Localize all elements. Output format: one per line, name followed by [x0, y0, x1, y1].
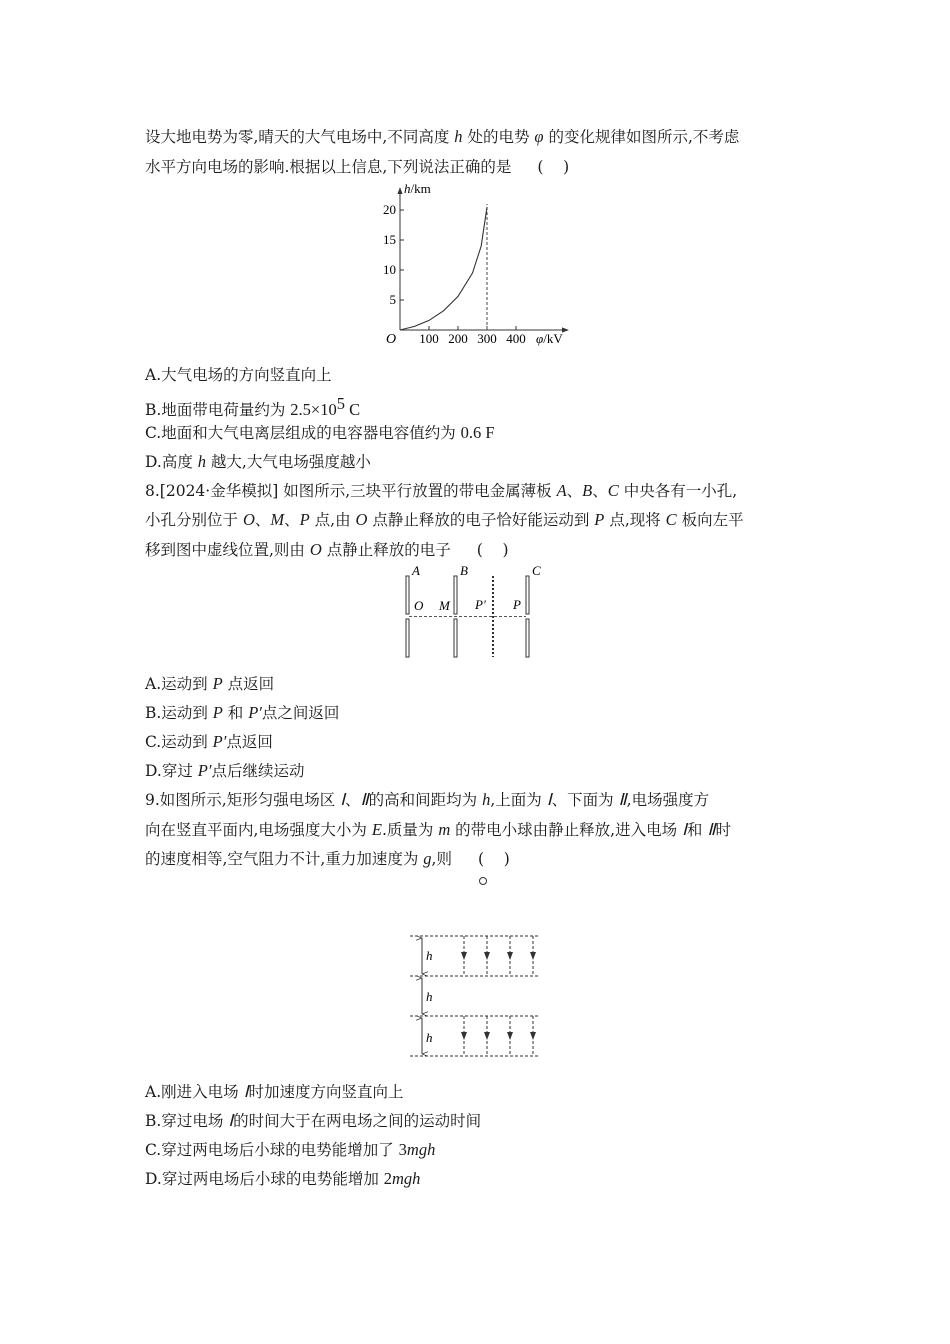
field-arrow [530, 952, 536, 960]
q9-option-a[interactable]: A.刚进入电场 Ⅰ时加速度方向竖直向上 [145, 1082, 404, 1101]
plates-figure [395, 562, 555, 662]
charged-ball [480, 878, 487, 885]
answer-bracket: ( ) [477, 850, 510, 868]
y-axis-unit: /km [410, 181, 431, 196]
h-label: h [426, 948, 433, 963]
answer-bracket: ( ) [537, 158, 570, 176]
label-m: M [439, 598, 450, 613]
label-a: A [412, 563, 420, 578]
field-region-ii [461, 1016, 536, 1056]
series-line [400, 207, 487, 330]
h-label: h [426, 989, 433, 1004]
question-number: 8. [145, 482, 160, 500]
y-tick-label: 10 [383, 262, 396, 277]
field-arrow [484, 1032, 490, 1040]
field-regions-figure [400, 870, 550, 1060]
q8-stem-line1: 8.[2024·金华模拟] 如图所示,三块平行放置的带电金属薄板 A、B、C 中央各有一小孔, [145, 481, 738, 500]
q9-option-c[interactable]: C.穿过两电场后小球的电势能增加了 3mgh [145, 1140, 436, 1159]
question-number: 9. [145, 791, 160, 809]
plate-b [454, 576, 457, 614]
q8-stem-line2: 小孔分别位于 O、M、P 点,由 O 点静止释放的电子恰好能运动到 P 点,现将 C 板向左平 [145, 510, 744, 529]
label-o: O [414, 598, 424, 613]
q7-option-b[interactable]: B.地面带电荷量约为 $2.5\times 10^5$ C [145, 394, 361, 419]
y-tick-label: 5 [389, 292, 396, 307]
x-tick-label: 100 [419, 331, 439, 346]
label-b: B [460, 563, 468, 578]
x-tick-label: 300 [477, 331, 497, 346]
q8-option-a[interactable]: A.运动到 P 点返回 [145, 674, 275, 693]
x-tick-label: 400 [506, 331, 526, 346]
q7-stem-line1: 设大地电势为零,晴天的大气电场中,不同高度 h 处的电势 φ 的变化规律如图所示,不考虑 [145, 127, 740, 146]
q9-option-d[interactable]: D.穿过两电场后小球的电势能增加 2mgh [145, 1169, 421, 1188]
field-arrow [507, 1032, 513, 1040]
plate-a [406, 576, 409, 614]
label-p-prime: P′ [475, 597, 486, 612]
plate-b [454, 619, 457, 657]
field-arrow [530, 1032, 536, 1040]
label-p: P [513, 597, 521, 612]
q7-option-c[interactable]: C.地面和大气电离层组成的电容器电容值约为 0.6 F [145, 423, 495, 442]
q9-stem-line2: 向在竖直平面内,电场强度大小为 E.质量为 m 的带电小球由静止释放,进入电场 Ⅰ和 Ⅱ时 [145, 820, 731, 839]
y-axis-label: h/km [404, 181, 431, 196]
plate-c [526, 619, 529, 657]
h-label: h [426, 1030, 433, 1045]
q7-option-d[interactable]: D.高度 h 越大,大气电场强度越小 [145, 452, 371, 471]
label-c: C [532, 563, 541, 578]
x-tick-label: 200 [448, 331, 468, 346]
origin-label: O [386, 332, 397, 347]
q8-option-b[interactable]: B.运动到 P 和 P′点之间返回 [145, 703, 340, 722]
q8-option-c[interactable]: C.运动到 P′点返回 [145, 732, 273, 751]
plate-a [406, 619, 409, 657]
y-tick-label: 15 [383, 232, 396, 247]
x-axis-label: φ/kV [536, 331, 563, 346]
field-region-i [461, 936, 536, 976]
q9-option-b[interactable]: B.穿过电场 Ⅰ的时间大于在两电场之间的运动时间 [145, 1111, 482, 1130]
answer-bracket: ( ) [476, 541, 509, 559]
q9-stem-line3: 的速度相等,空气阻力不计,重力加速度为 g,则 ( ) [145, 849, 510, 868]
q7-stem-line2: 水平方向电场的影响.根据以上信息,下列说法正确的是 ( ) [145, 158, 570, 176]
field-arrow [461, 1032, 467, 1040]
field-arrow [461, 952, 467, 960]
y-tick-label: 20 [383, 202, 396, 217]
plate-c [526, 576, 529, 614]
field-arrow [507, 952, 513, 960]
h-phi-chart [370, 180, 580, 348]
q7-option-a[interactable]: A.大气电场的方向竖直向上 [145, 366, 332, 384]
q8-option-d[interactable]: D.穿过 P′点后继续运动 [145, 761, 305, 780]
q8-stem-line3: 移到图中虚线位置,则由 O 点静止释放的电子 ( ) [145, 540, 509, 559]
q9-stem-line1: 9.如图所示,矩形匀强电场区 Ⅰ、Ⅱ的高和间距均为 h,上面为 Ⅰ、下面为 Ⅱ,电场强度方 [145, 790, 710, 809]
field-arrow [484, 952, 490, 960]
